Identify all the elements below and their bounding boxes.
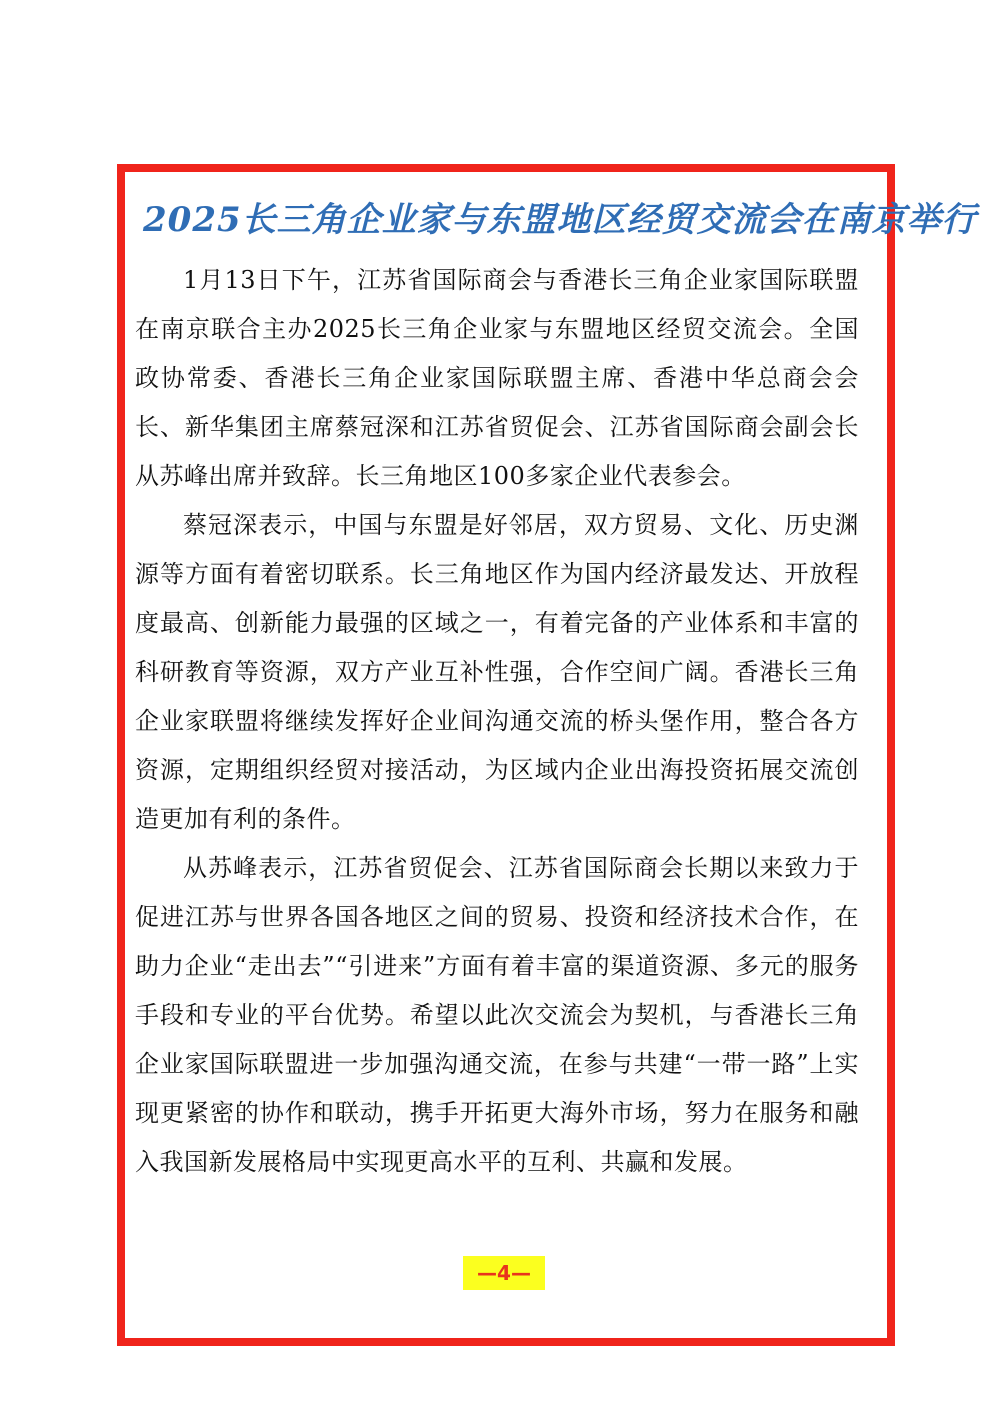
article-title: 2025长三角企业家与东盟地区经贸交流会在南京举行 <box>143 200 977 240</box>
article-paragraph-3: 从苏峰表示，江苏省贸促会、江苏省国际商会长期以来致力于促进江苏与世界各国各地区之间的贸易、投资和经济技术合作，在助力企业“走出去”“引进来”方面有着丰富的渠道资源、多元的服务手段和专业的平台优势。希望以此次交流会为契机，与香港长三角企业家国际联盟进一步加强沟通交流，在参与共建“一带一路”上实现更紧密的协作和联动，携手开拓更大海外市场，努力在服务和融入我国新发展格局中实现更高水平的互利、共赢和发展。 <box>135 854 859 1176</box>
article-paragraph-1: 1月13日下午，江苏省国际商会与香港长三角企业家国际联盟在南京联合主办2025长三角企业家与东盟地区经贸交流会。全国政协常委、香港长三角企业家国际联盟主席、香港中华总商会会长、新华集团主席蔡冠深和江苏省贸促会、江苏省国际商会副会长从苏峰出席并致辞。长三角地区100多家企业代表参会。 <box>135 266 859 490</box>
page-number: —4— <box>463 1256 545 1290</box>
article-body <box>135 256 859 1187</box>
article-paragraph-2: 蔡冠深表示，中国与东盟是好邻居，双方贸易、文化、历史渊源等方面有着密切联系。长三角地区作为国内经济最发达、开放程度最高、创新能力最强的区域之一，有着完备的产业体系和丰富的科研教育等资源，双方产业互补性强，合作空间广阔。香港长三角企业家联盟将继续发挥好企业间沟通交流的桥头堡作用，整合各方资源，定期组织经贸对接活动，为区域内企业出海投资拓展交流创造更加有利的条件。 <box>135 511 859 833</box>
article-frame <box>117 164 977 1346</box>
